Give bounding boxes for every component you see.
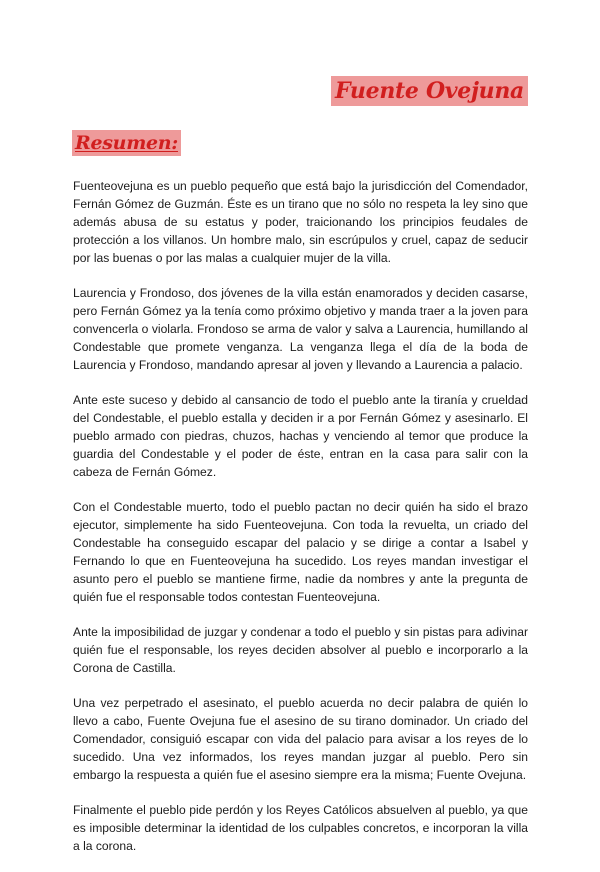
paragraph-1: Fuenteovejuna es un pueblo pequeño que está bajo la jurisdicción del Comendador, Fernán Gómez de Guzmán. Éste es un tirano que no sólo no respeta la ley sino que además abusa de su estatus y poder, traicionando los principios feudales de protección a los villanos. Un hombre malo, sin escrúpulos y cruel, capaz de seducir por las buenas o por las malas a cualquier mujer de la villa. — [73, 179, 528, 265]
paragraph-2: Laurencia y Frondoso, dos jóvenes de la villa están enamorados y deciden casarse, pero Fernán Gómez ya la tenía como próximo objetivo y manda traer a la joven para convencerla o violarla. Frondoso se arma de valor y salva a Laurencia, humillando al Condestable que promete venganza. La venganza llega el día de la boda de Laurencia y Frondoso, mandando apresar al joven y llevando a Laurencia a palacio. — [73, 286, 528, 372]
paragraph-5: Ante la imposibilidad de juzgar y condenar a todo el pueblo y sin pistas para adivinar quién fue el responsable, los reyes deciden absolver al pueblo e incorporarlo a la Corona de Castilla. — [73, 625, 528, 675]
document-title: Fuente Ovejuna — [331, 76, 528, 106]
paragraph-6: Una vez perpetrado el asesinato, el pueblo acuerda no decir palabra de quién lo llevo a cabo, Fuente Ovejuna fue el asesino de su tirano dominador. Un criado del Comendador, consiguió escapar con vida del palacio para avisar a los reyes de lo sucedido. Una vez informados, los reyes mandan juzgar al pueblo. Pero sin embargo la respuesta a quién fue el asesino siempre era la misma; Fuente Ovejuna. — [73, 696, 528, 782]
paragraph-4: Con el Condestable muerto, todo el pueblo pactan no decir quién ha sido el brazo ejecutor, simplemente ha sido Fuenteovejuna. Con toda la revuelta, un criado del Condestable ha conseguido escapar del palacio y se dirige a contar a Isabel y Fernando lo que en Fuenteovejuna ha sucedido. Los reyes mandan investigar el asunto pero el pueblo se mantiene firme, nadie da nombres y ante la pregunta de quién fue el responsable todos contestan Fuenteovejuna. — [73, 500, 528, 604]
paragraph-3: Ante este suceso y debido al cansancio de todo el pueblo ante la tiranía y crueldad del Condestable, el pueblo estalla y deciden ir a por Fernán Gómez y asesinarlo. El pueblo armado con piedras, chuzos, hachas y venciendo al temor que produce la guardia del Condestable y el poder de éste, entran en la casa para salir con la cabeza de Fernán Gómez. — [73, 393, 528, 479]
paragraph-7: Finalmente el pueblo pide perdón y los Reyes Católicos absuelven al pueblo, ya que es imposible determinar la identidad de los culpables concretos, e incorporan la villa a la corona. — [73, 803, 528, 853]
section-heading-resumen: Resumen: — [72, 130, 181, 156]
document-body — [73, 177, 528, 872]
